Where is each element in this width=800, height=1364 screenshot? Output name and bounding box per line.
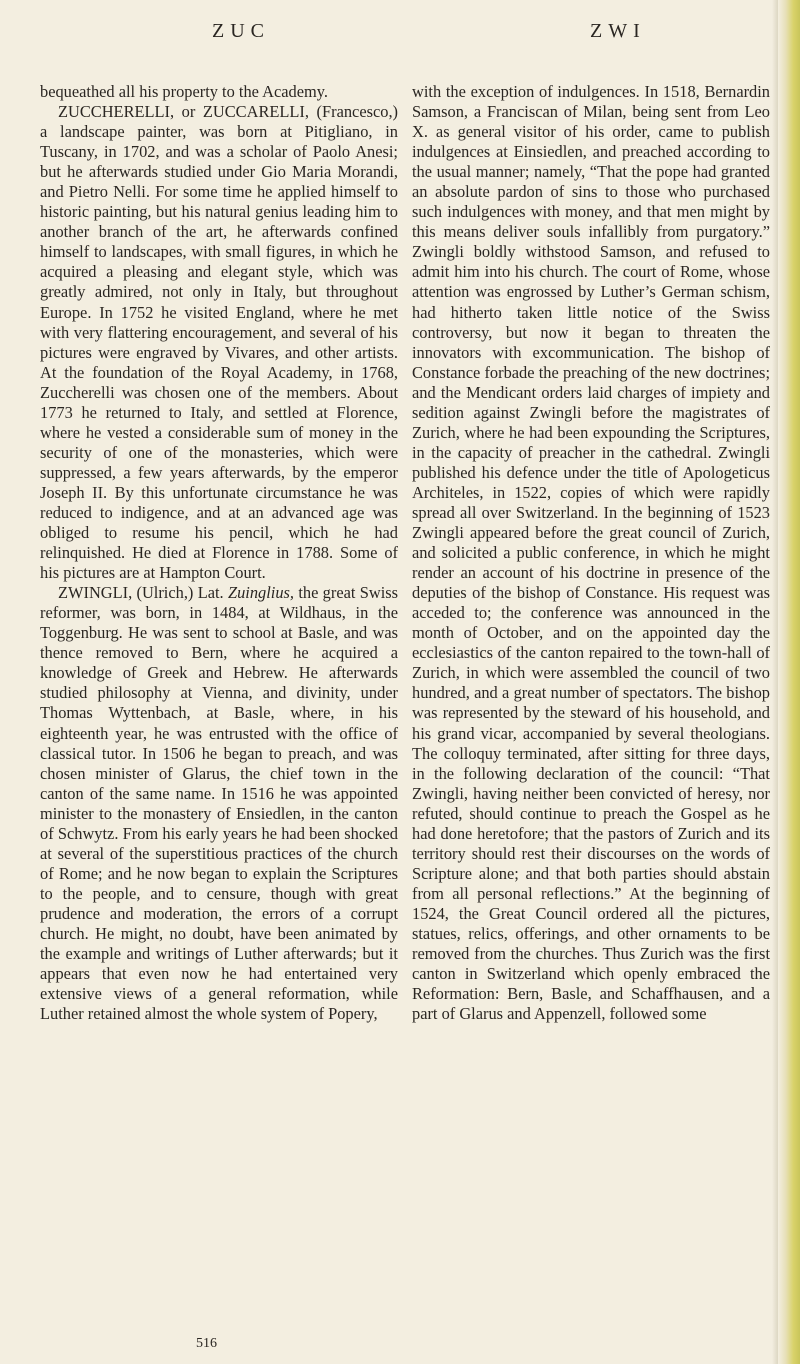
page-number: 516 xyxy=(196,1336,217,1351)
entry-zuccherelli xyxy=(40,102,398,583)
entry-zuccherelli-text: or ZUCCARELLI, (Francesco,) a landscape painter, was born at Pitigliano, in Tuscany, in 1702, and was a scholar of Paolo Anesi; but he afterwards studied under Gio Maria Morandi, and Pietro Nelli. For some time he applied himself to historic painting, but his natural genius leading him to another branch of the art, he afterwards confined himself to landscapes, with small figures, in which he acquired a pleasing and elegant style, which was greatly admired, not only in Italy, but throughout Europe. In 1752 he visited England, where he met with very flattering encouragement, and several of his pictures were engraved by Vivares, and other artists. At the foundation of the Royal Academy, in 1768, Zuccherelli was chosen one of the members. About 1773 he returned to Italy, and settled at Florence, where he vested a considerable sum of money in the security of one of the monasteries, which were suppressed, a few years afterwards, by the emperor Joseph II. By this unfortunate circumstance he was reduced to indigence, and at an advanced age was obliged to resume his pencil, which he had relinquished. He died at Florence in 1788. Some of his pictures are at Hampton Court. xyxy=(40,102,398,583)
header-left-catchword: ZUC xyxy=(212,20,270,42)
entry-zwingli xyxy=(40,583,398,1024)
header-right-catchword: ZWI xyxy=(590,20,646,42)
entry-zwingli-text-b: the great Swiss reformer, was born, in 1484, at Wildhaus, in the Toggenburg. He was sent to school at Basle, and was thence removed to Bern, where he acquired a knowledge of Greek and Hebrew. He afterwards studied philosophy at Vienna, and divinity, under Thomas Wyttenbach, at Basle, where, in his eighteenth year, he was entrusted with the office of classical tutor. In 1506 he began to preach, and was chosen minister of Glarus, the chief town in the canton of the same name. In 1516 he was appointed minister to the monastery of Ensiedlen, in the canton of Schwytz. From his early years he had been shocked at several of the superstitious practices of the church of Rome; and he now began to explain the Scriptures to the people, and to censure, though with great prudence and moderation, the errors of a corrupt church. He might, no doubt, have been animated by the example and writings of Luther afterwards; but it appears that even now he had entertained very extensive views of a general reformation, while Luther retained almost the whole system of Popery, xyxy=(40,583,399,1024)
headword-zwingli: ZWINGLI, xyxy=(58,583,133,603)
left-column xyxy=(40,82,398,1024)
running-header xyxy=(0,14,800,54)
entry-zwingli-continued: with the exception of indulgences. In 1518, Bernardin Samson, a Franciscan of Milan, being sent from Leo X. as general visitor of his order, came to publish indulgences at Einsiedlen, and preached according to the usual manner; namely, “That the pope had granted an absolute pardon of sins to those who purchased such indulgences with money, and that men might by this means deliver souls infallibly from purgatory.” Zwingli boldly withstood Samson, and refused to admit him into his church. The court of Rome, whose attention was engrossed by Luther’s German schism, had hitherto taken little notice of the Swiss controversy, but now it began to threaten the innovators with excommunication. The bishop of Constance forbade the preaching of the new doctrines; and the Mendicant orders laid charges of impiety and sedition against Zwingli before the magistrates of Zurich, where he had been expounding the Scriptures, in the capacity of preacher in the cathedral. Zwingli published his defence under the title of Apologeticus Architeles, in 1522, copies of which were rapidly spread all over Switzerland. In the beginning of 1523 Zwingli appeared before the great council of Zurich, and solicited a public conference, in which he might render an account of his doctrine in presence of the deputies of the bishop of Constance. His request was acceded to; the conference was announced in the month of October, and on the appointed day the ecclesiastics of the canton repaired to the town-hall of Zurich, in which were assembled the council of two hundred, and a great number of spectators. The bishop was represented by the steward of his household, and his grand vicar, accompanied by several theologians. The colloquy terminated, after sitting for three days, in the following declaration of the council: “That Zwingli, having neither been convicted of heresy, nor refuted, should continue to preach the Gospel as he had done heretofore; that the pastors of Zurich and its territory should rest their discourses on the words of Scripture alone; and that both parties should abstain from all personal reflections.” At the beginning of 1524, the Great Council ordered all the pictures, statues, relics, offerings, and other ornaments to be removed from the churches. Thus Zurich was the first canton in Switzerland which openly embraced the Reformation: Bern, Basle, and Schaffhausen, and a part of Glarus and Appenzell, followed some xyxy=(412,82,770,1024)
entry-zwingli-text-a: (Ulrich,) Lat. xyxy=(132,583,228,603)
paragraph-continuation: bequeathed all his property to the Academy. xyxy=(40,82,328,101)
headword-zuccherelli: ZUCCHERELLI, xyxy=(58,102,175,122)
page-edge xyxy=(778,0,800,1364)
right-column xyxy=(412,82,770,1024)
latin-name: Zuinglius, xyxy=(227,583,295,603)
